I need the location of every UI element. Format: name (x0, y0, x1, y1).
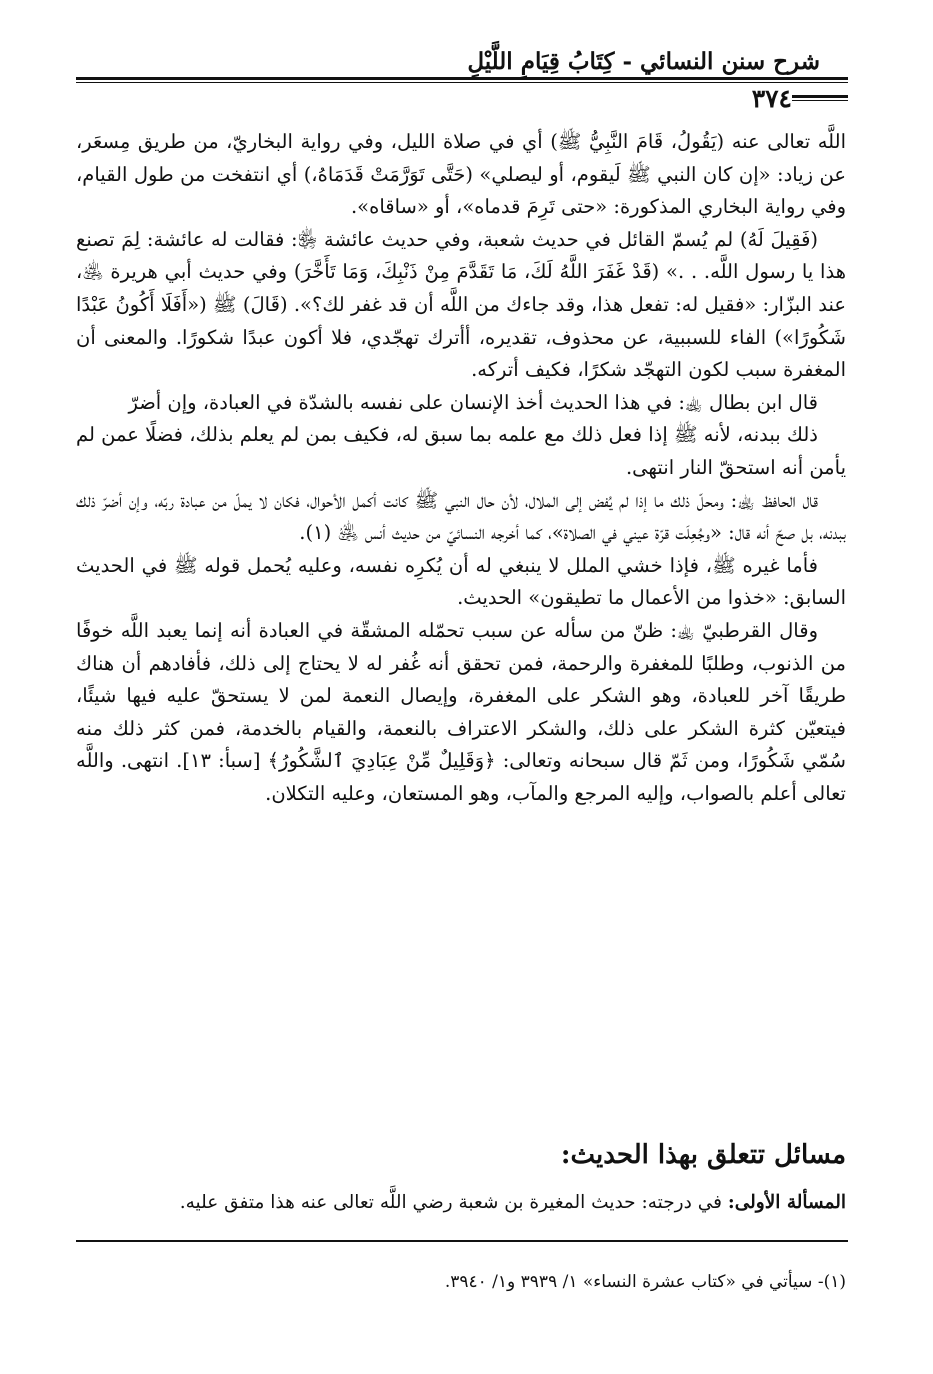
main-text (76, 126, 846, 810)
paragraph: قال الحافظ ﵀: ومحلّ ذلك ما إذا لم يُفض إلى الملال، لأن حال النبي ﷺ كانت أكمل الأحوال، فكان لا يملّ من عبادة ربّه، وإن أضرّ ذلك ببدنه، بل صحّ أنه قال: «وجُعِلَت قرّة عيني في الصلاة»، كما أخرجه النسائيّ من حديث أنس ﵁ (١). (76, 488, 846, 545)
footnote: (١)- سيأتي في «كتاب عشرة النساء» ١/ ٣٩٣٩ و١/ ٣٩٤٠. (444, 1272, 846, 1292)
page-number: ٣٧٤ (751, 84, 792, 113)
running-header-title: شرح سنن النسائي - كِتَابُ قِيَامِ اللَّيْلِ (467, 48, 820, 75)
issue-label: المسألة الأولى: (727, 1192, 846, 1213)
page-number-rule-left-thin (792, 100, 848, 101)
paragraph: ذلك ببدنه، لأنه ﷺ إذا فعل ذلك مع علمه بما سبق له، فكيف بمن لم يعلم بذلك، فضلًا عمن لم يأمن أنه استحقّ النار انتهى. (76, 423, 846, 479)
section-heading: مسائل تتعلق بهذا الحديث: (560, 1140, 846, 1170)
paragraph: وقال القرطبيّ ﵀: ظنّ من سأله عن سبب تحمّله المشقّة في العبادة أنه إنما يعبد اللَّه خوفًا من الذنوب، وطلبًا للمغفرة والرحمة، فمن تحقق أنه غُفر له لا يحتاج إلى ذلك، فأفادهم أن هناك طريقًا آخر للعبادة، وهو الشكر على المغفرة، وإيصال النعمة لمن لا يستحقّ عليه فيها شيئًا، فيتعيّن كثرة الشكر على ذلك، والشكر الاعتراف بالنعمة، والقيام بالخدمة، فمن كثر ذلك منه سُمّي شَكُورًا، ومن ثَمّ قال سبحانه وتعالى: ﴿وَقَلِيلٌ مِّنْ عِبَادِيَ ٱلشَّكُورُ﴾ [سبأ: ١٣]. انتهى. واللَّه تعالى أعلم بالصواب، وإليه المرجع والمآب، وهو المستعان، وعليه التكلان. (76, 618, 846, 805)
paragraph: (فَقِيلَ لَهُ) لم يُسمّ القائل في حديث شعبة، وفي حديث عائشة ﵂: فقالت له عائشة: لِمَ تصنع هذا يا رسول اللَّه. . .» (قَدْ غَفَرَ اللَّهُ لَكَ، مَا تَقَدَّمَ مِنْ ذَنْبِكَ، وَمَا تَأَخَّرَ) وفي حديث أبي هريرة ﵁، عند البزّار: «فقيل له: تفعل هذا، وقد جاءك من اللَّه أن قد غفر لك؟». (قَالَ) ﷺ («أَفَلَا أَكُونُ عَبْدًا شَكُورًا») الفاء للسببية، عن محذوف، تقديره، أأترك تهجّدي، فلا أكون عبدًا شكورًا. والمعنى أن المغفرة سبب لكون التهجّد شكرًا، فكيف أتركه. (76, 227, 846, 382)
page-number-rule-left-thick (792, 95, 848, 98)
issue-text: في درجته: حديث المغيرة بن شعبة رضي اللَّه تعالى عنه هذا متفق عليه. (179, 1192, 722, 1213)
paragraph: اللَّه تعالى عنه (يَقُولُ، قَامَ النَّبِيُّ ﷺ) أي في صلاة الليل، وفي رواية البخاريّ، من طريق مِسعَر، عن زياد: «إن كان النبي ﷺ لَيقوم، أو ليصلي» (حَتَّى تَوَرَّمَتْ قَدَمَاهُ،) أي انتفخت من طول القيام، وفي رواية البخاري المذكورة: «حتى تَرِمَ قدماه»، أو «ساقاه». (76, 130, 846, 219)
paragraph: قال ابن بطال ﵀: في هذا الحديث أخذ الإنسان على نفسه بالشدّة في العبادة، وإن أضرّ (128, 390, 818, 414)
footnote-separator (76, 1240, 848, 1242)
header-rule-top (76, 77, 848, 80)
issue-paragraph (76, 1188, 846, 1218)
header-rule-bottom (76, 82, 848, 83)
paragraph: فأما غيره ﷺ، فإذا خشي الملل لا ينبغي له أن يُكرِه نفسه، وعليه يُحمل قوله ﷺ في الحديث السابق: «خذوا من الأعمال ما تطيقون» الحديث. (76, 553, 846, 610)
